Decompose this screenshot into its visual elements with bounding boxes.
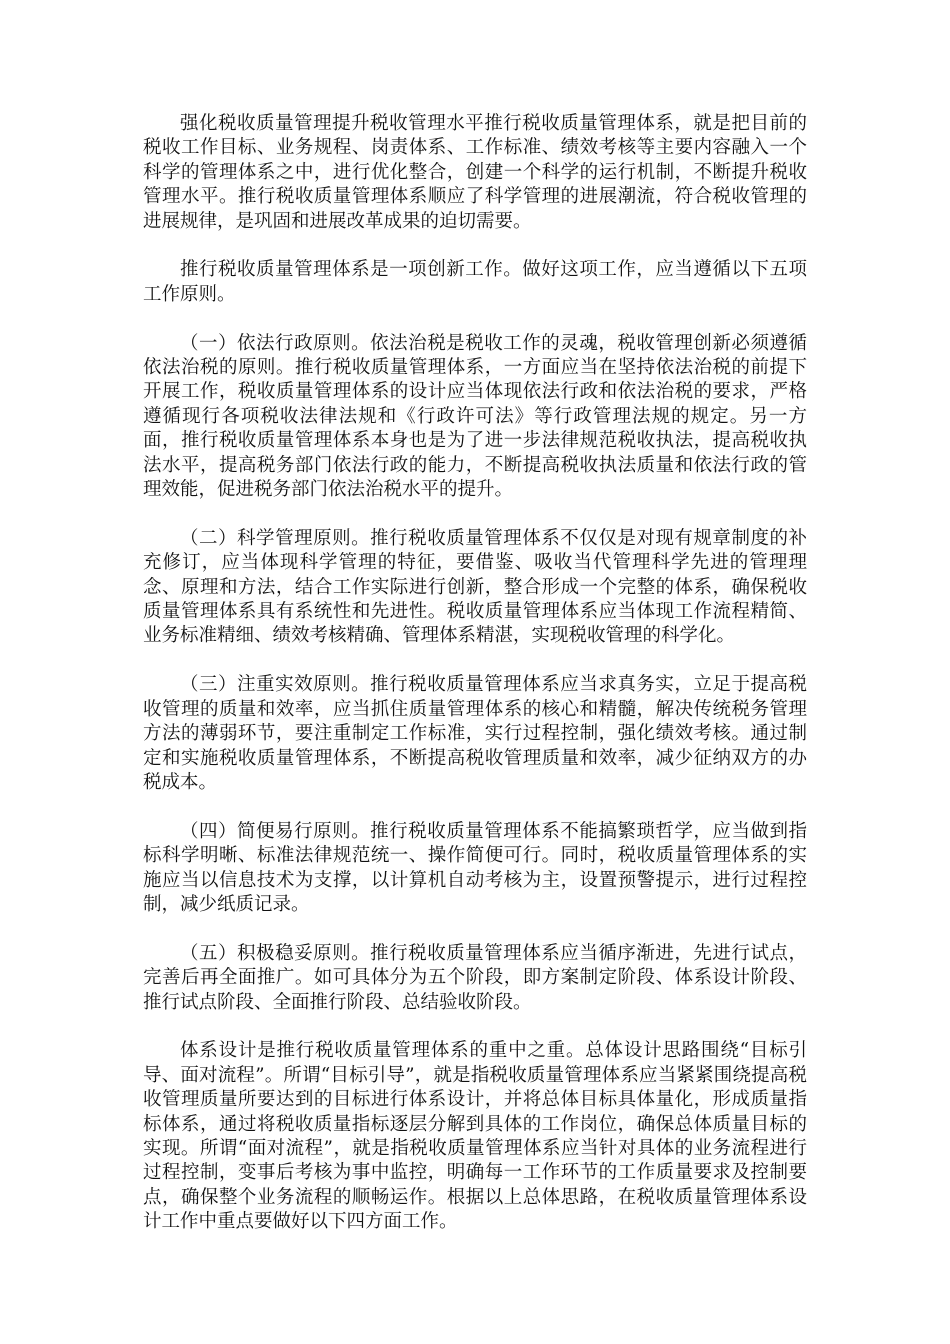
principle-3-paragraph: （三）注重实效原则。推行税收质量管理体系应当求真务实，立足于提高税收管理的质量和效率，应当抓住质量管理体系的核心和精髓，解决传统税务管理方法的薄弱环节，要注重制定工作标准，实行过程控制，强化绩效考核。通过制定和实施税收质量管理体系，不断提高税收管理质量和效率，减少征纳双方的办税成本。	[143, 674, 807, 793]
document-page	[143, 112, 807, 1259]
intro-paragraph: 强化税收质量管理提升税收管理水平推行税收质量管理体系，就是把目前的税收工作目标、业务规程、岗责体系、工作标准、绩效考核等主要内容融入一个科学的管理体系之中，进行优化整合，创建一个科学的运行机制，不断提升税收管理水平。推行税收质量管理体系顺应了科学管理的进展潮流，符合税收管理的进展规律，是巩固和进展改革成果的迫切需要。	[143, 113, 807, 232]
principle-5-paragraph: （五）积极稳妥原则。推行税收质量管理体系应当循序渐进，先进行试点，完善后再全面推广。如可具体分为五个阶段，即方案制定阶段、体系设计阶段、推行试点阶段、全面推行阶段、总结验收阶段。	[143, 942, 807, 1013]
system-design-paragraph: 体系设计是推行税收质量管理体系的重中之重。总体设计思路围绕“目标引导、面对流程”。所谓“目标引导”，就是指税收质量管理体系应当紧紧围绕提高税收管理质量所要达到的目标进行体系设计，并将总体目标具体量化，形成质量指标体系，通过将税收质量指标逐层分解到具体的工作岗位，确保总体质量目标的实现。所谓“面对流程”，就是指税收质量管理体系应当针对具体的业务流程进行过程控制，变事后考核为事中监控，明确每一工作环节的工作质量要求及控制要点，确保整个业务流程的顺畅运作。根据以上总体思路，在税收质量管理体系设计工作中重点要做好以下四方面工作。	[143, 1040, 807, 1233]
principles-intro-paragraph: 推行税收质量管理体系是一项创新工作。做好这项工作，应当遵循以下五项工作原则。	[143, 259, 807, 305]
principle-1-paragraph: （一）依法行政原则。依法治税是税收工作的灵魂，税收管理创新必须遵循依法治税的原则。推行税收质量管理体系，一方面应当在坚持依法治税的前提下开展工作，税收质量管理体系的设计应当体现依法行政和依法治税的要求，严格遵循现行各项税收法律法规和《行政许可法》等行政管理法规的规定。另一方面，推行税收质量管理体系本身也是为了进一步法律规范税收执法，提高税收执法水平，提高税务部门依法行政的能力，不断提高税收执法质量和依法行政的管理效能，促进税务部门依法治税水平的提升。	[143, 332, 807, 501]
principle-2-paragraph: （二）科学管理原则。推行税收质量管理体系不仅仅是对现有规章制度的补充修订，应当体现科学管理的特征，要借鉴、吸收当代管理科学先进的管理理念、原理和方法，结合工作实际进行创新，整合形成一个完整的体系，确保税收质量管理体系具有系统性和先进性。税收质量管理体系应当体现工作流程精简、业务标准精细、绩效考核精确、管理体系精湛，实现税收管理的科学化。	[143, 527, 807, 647]
principle-4-paragraph: （四）简便易行原则。推行税收质量管理体系不能搞繁琐哲学，应当做到指标科学明晰、标准法律规范统一、操作简便可行。同时，税收质量管理体系的实施应当以信息技术为支撑，以计算机自动考核为主，设置预警提示，进行过程控制，减少纸质记录。	[143, 820, 807, 915]
